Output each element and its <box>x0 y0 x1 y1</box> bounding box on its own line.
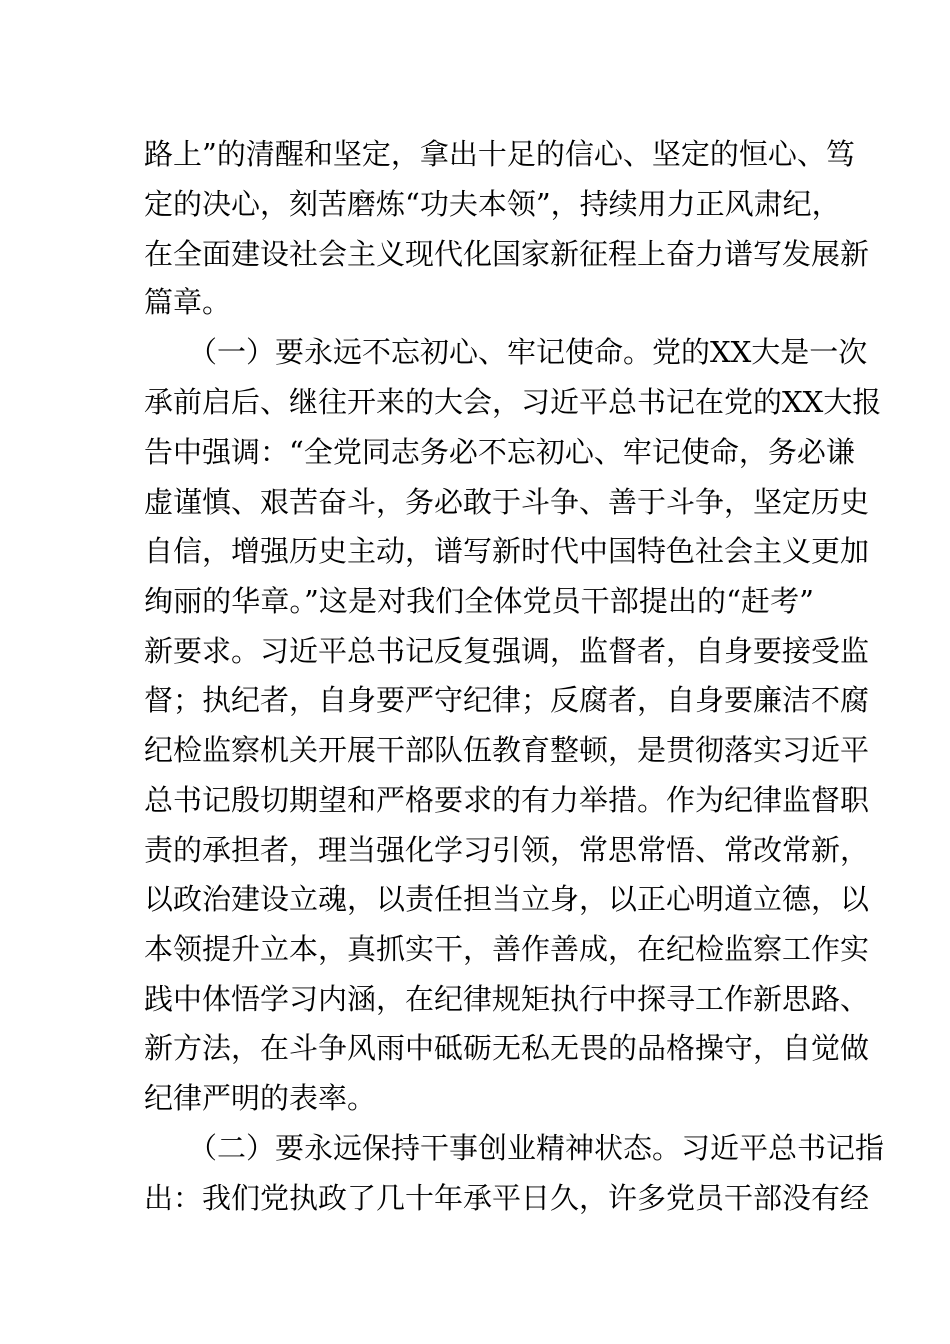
text-line-19: 新方法，在斗争风雨中砥砺无私无畏的品格操守，自觉做 <box>144 1031 870 1065</box>
text-line-7: 告中强调：“全党同志务必不忘初心、牢记使命，务必谦 <box>144 435 855 469</box>
text-line-6: 承前启后、继往开来的大会，习近平总书记在党的XX大报 <box>144 385 882 419</box>
text-line-13: 纪检监察机关开展干部队伍教育整顿，是贯彻落实习近平 <box>144 733 870 767</box>
text-line-11: 新要求。习近平总书记反复强调，监督者，自身要接受监 <box>144 634 870 668</box>
text-line-14: 总书记殷切期望和严格要求的有力举措。作为纪律监督职 <box>144 783 870 817</box>
text-line-18: 践中体悟学习内涵，在纪律规矩执行中探寻工作新思路、 <box>144 982 870 1016</box>
text-line-3: 在全面建设社会主义现代化国家新征程上奋力谱写发展新 <box>144 237 870 271</box>
text-line-8: 虚谨慎、艰苦奋斗，务必敢于斗争、善于斗争，坚定历史 <box>144 485 870 519</box>
text-line-9: 自信，增强历史主动，谱写新时代中国特色社会主义更加 <box>144 534 870 568</box>
text-line-1: 路上”的清醒和坚定，拿出十足的信心、坚定的恒心、笃 <box>144 137 855 171</box>
text-line-15: 责的承担者，理当强化学习引领，常思常悟、常改常新， <box>144 833 870 867</box>
text-line-20: 纪律严明的表率。 <box>144 1081 377 1115</box>
text-line-17: 本领提升立本，真抓实干，善作善成，在纪检监察工作实 <box>144 932 870 966</box>
text-line-10: 绚丽的华章。”这是对我们全体党员干部提出的“赶考” <box>144 584 814 618</box>
text-line-12: 督；执纪者，自身要严守纪律；反腐者，自身要廉洁不腐 <box>144 683 870 717</box>
text-line-22: 出：我们党执政了几十年承平日久，许多党员干部没有经 <box>144 1181 870 1215</box>
text-line-4: 篇章。 <box>144 285 232 319</box>
text-line-16: 以政治建设立魂，以责任担当立身，以正心明道立德，以 <box>144 882 870 916</box>
section-heading-2: （二）要永远保持干事创业精神状态。习近平总书记指 <box>188 1131 885 1165</box>
section-heading-1: （一）要永远不忘初心、牢记使命。党的XX大是一次 <box>188 335 868 369</box>
text-line-2: 定的决心，刻苦磨炼“功夫本领”，持续用力正风肃纪， <box>144 187 841 221</box>
